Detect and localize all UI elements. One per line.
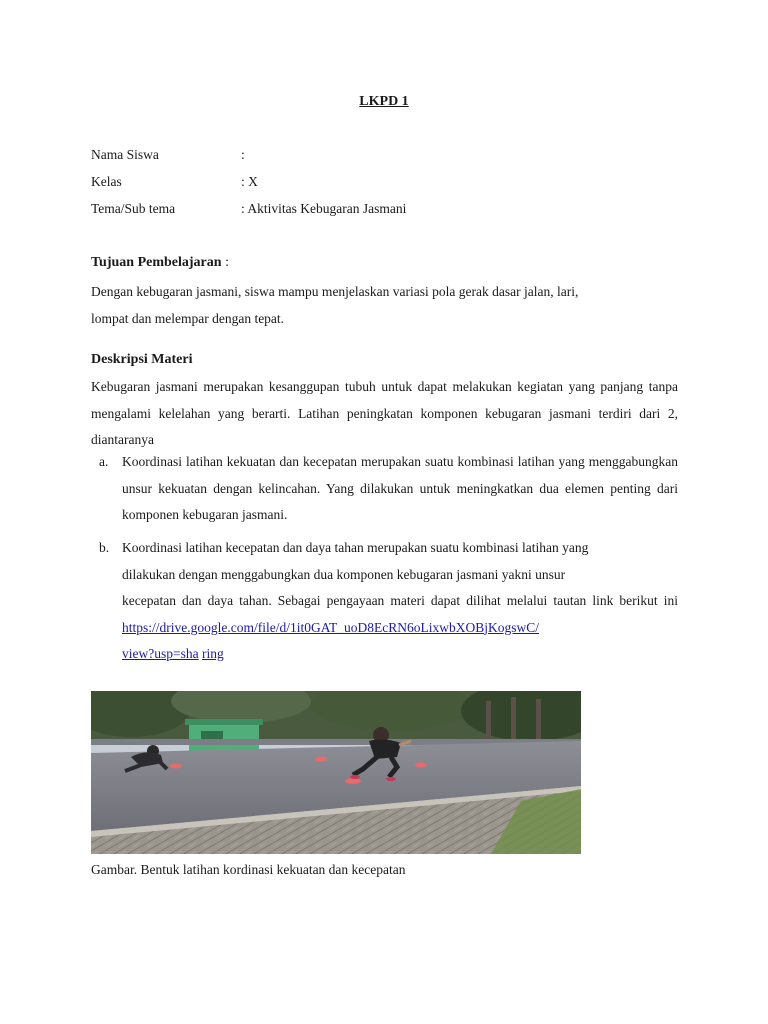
tujuan-text [91,278,681,332]
list-item-text [122,535,678,668]
drive-link[interactable]: https://drive.google.com/file/d/1it0GAT_uoD8EcRN6oLixwbXOBjKogswC/ [122,619,539,635]
meta-row-nama [91,147,691,167]
tujuan-heading-text: Tujuan Pembelajaran [91,255,222,270]
meta-label: Nama Siswa [91,147,159,162]
exercise-photo [91,691,581,854]
meta-row-tema [91,201,691,221]
meta-value: : X [241,174,258,189]
list-item-text: Koordinasi latihan kekuatan dan kecepatan merupakan suatu kombinasi latihan yang menggabungkan unsur kekuatan dengan kelincahan. Yang dilakukan untuk meningkatkan dua elemen penting dari komponen kebugaran jasmani. [122,454,678,522]
meta-value: : Aktivitas Kebugaran Jasmani [241,201,407,216]
list-item-line: Koordinasi latihan kecepatan dan daya tahan merupakan suatu kombinasi latihan yang [122,540,589,555]
list-item-link-continued [122,641,678,668]
deskripsi-paragraph: Kebugaran jasmani merupakan kesanggupan tubuh untuk dapat melakukan kegiatan yang panjang tanpa mengalami kelelahan yang berarti. Latihan peningkatan komponen kebugaran jasmani terdiri dari 2, diantaranya [91,379,678,447]
document-title: LKPD 1 [359,94,409,109]
list-item-line-with-link [122,588,678,641]
tujuan-line: lompat dan melempar dengan tepat. [91,311,285,326]
list-item-line: dilakukan dengan menggabungkan dua komponen kebugaran jasmani yakni unsur [122,566,566,582]
meta-value: : [241,147,245,162]
deskripsi-heading: Deskripsi Materi [91,352,193,367]
list-item-line: kecepatan dan daya tahan. Sebagai pengayaan materi dapat dilihat melalui tautan link berikut ini [122,593,678,608]
tujuan-heading-colon: : [221,255,229,270]
drive-link-continued[interactable]: view?usp=sha [122,646,199,661]
list-marker: b. [99,540,110,555]
tujuan-heading [91,255,229,271]
list-marker: a. [99,454,109,469]
meta-label: Tema/Sub tema [91,201,176,216]
photo-caption: Gambar. Bentuk latihan kordinasi kekuatan dan kecepatan [91,862,406,877]
meta-row-kelas [91,174,691,194]
drive-link-end[interactable]: ring [201,646,224,661]
meta-label: Kelas [91,174,122,189]
tujuan-line: Dengan kebugaran jasmani, siswa mampu menjelaskan variasi pola gerak dasar jalan, lari, [91,284,579,299]
